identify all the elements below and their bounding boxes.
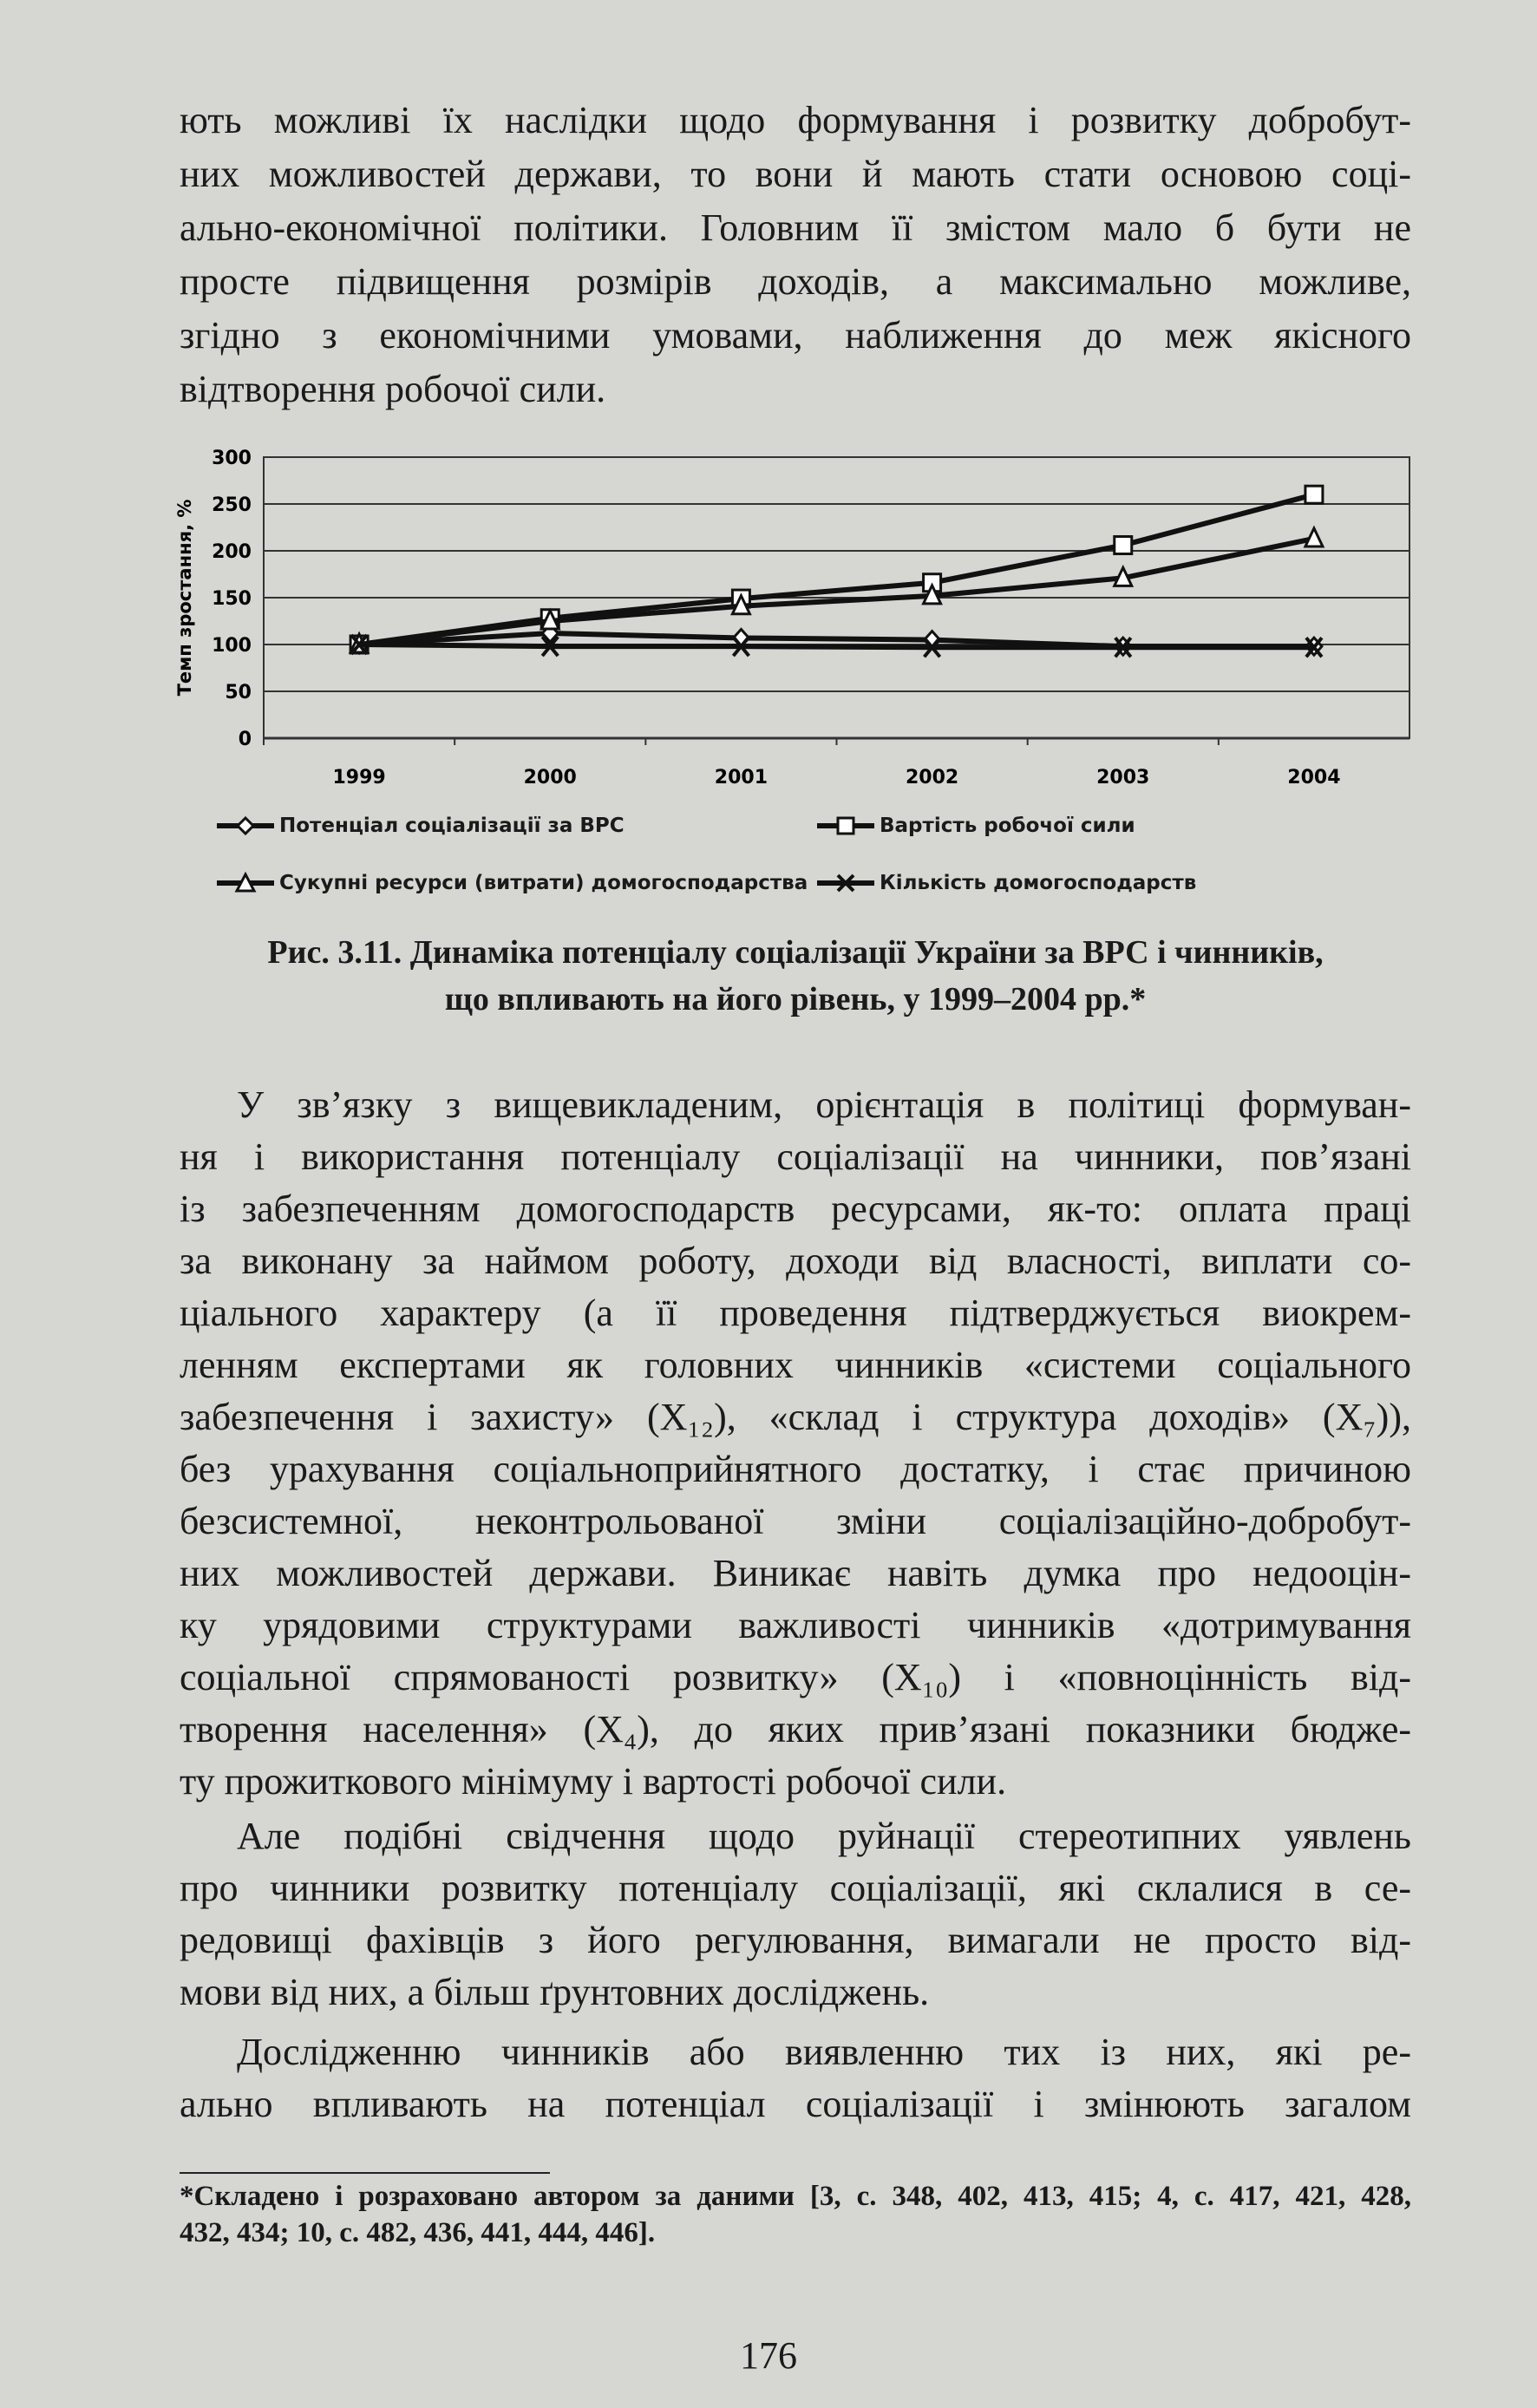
text-line: безсистемної, неконтрольованої зміни соціалізаційно-добробут-: [180, 1500, 1411, 1542]
data-point-square: [1305, 486, 1323, 503]
text-line: ально-економічної політики. Головним її змістом мало б бути не: [180, 206, 1411, 249]
footnote-line-1: *Складено і розраховано автором за даними [3, с. 348, 402, 413, 415; 4, с. 417, 421, 428,: [180, 2181, 1411, 2212]
paragraph-3: [180, 1810, 1411, 2019]
data-point-square: [1115, 537, 1132, 554]
text-line: них можливостей держави, то вони й мають стати основою соці-: [180, 153, 1411, 195]
text-line: відтворення робочої сили.: [180, 368, 606, 410]
paragraph-1: [180, 94, 1411, 416]
text-line: них можливостей держави. Виникає навіть думка про недооцін-: [180, 1552, 1411, 1594]
text-line: ціального характеру (а її проведення підтверджується виокрем-: [180, 1292, 1411, 1334]
text-line: соціальної спрямованості розвитку» (X₁₀) і «повноцінність від-: [180, 1656, 1411, 1698]
legend-label: Потенціал соціалізації за ВРС: [279, 815, 625, 837]
legend-label: Кількість домогосподарств: [880, 872, 1197, 894]
y-tick-label: 300: [212, 448, 252, 469]
y-axis-label: Темп зростання, %: [174, 499, 195, 697]
text-line: Дослідженню чинників або виявленню тих із них, які ре-: [237, 2031, 1411, 2073]
y-tick-label: 50: [225, 682, 252, 703]
text-line: без урахування соціальноприйнятного достатку, і стає причиною: [180, 1448, 1411, 1490]
text-line: редовищі фахівців з його регулювання, вимагали не просто від-: [180, 1919, 1411, 1961]
footnote-line-2: 432, 434; 10, с. 482, 436, 441, 444, 446].: [180, 2217, 656, 2248]
text-line: ня і використання потенціалу соціалізації на чинники, пов’язані: [180, 1135, 1411, 1178]
x-tick-label: 1999: [332, 767, 386, 788]
legend-label: Сукупні ресурси (витрати) домогосподарства: [279, 872, 808, 894]
figure-caption-line-1: [180, 933, 1411, 972]
text-line: просте підвищення розмірів доходів, а максимально можливе,: [180, 260, 1411, 303]
legend-item-potential: [215, 813, 625, 839]
text-line: творення населення» (X₄), до яких прив’язані показники бюдже-: [180, 1708, 1411, 1750]
text-line: ленням експертами як головних чинників «системи соціального: [180, 1344, 1411, 1386]
line-chart: [156, 434, 1423, 798]
paragraph-4: [180, 2026, 1411, 2130]
text-line: про чинники розвитку потенціалу соціалізації, які склалися в се-: [180, 1867, 1411, 1909]
text-line: У зв’язку з вищевикладеним, орієнтація в політиці формуван-: [237, 1083, 1411, 1126]
legend-triangle-icon: [215, 870, 276, 896]
paragraph-2: [180, 1079, 1411, 1808]
series-line-x: [359, 645, 1314, 647]
page-number: 176: [740, 2334, 797, 2377]
y-tick-label: 100: [212, 635, 252, 657]
footnote-divider: [180, 2172, 550, 2174]
x-tick-label: 2001: [714, 767, 768, 788]
text-line: із забезпеченням домогосподарств ресурсами, як-то: оплата праці: [180, 1188, 1411, 1230]
text-line: Але подібні свідчення щодо руйнації стереотипних уявлень: [237, 1815, 1411, 1857]
text-line: ту прожиткового мінімуму і вартості робочої сили.: [180, 1760, 1007, 1803]
legend-diamond-icon: [215, 813, 276, 839]
figure-caption-line-2: що впливають на його рівень, у 1999–2004 рр.*: [444, 981, 1147, 1018]
legend-square-icon: [815, 813, 876, 839]
legend-item-households: [815, 870, 1196, 896]
legend-x-icon: [815, 870, 876, 896]
text-line: забезпечення і захисту» (X₁₂), «склад і структура доходів» (X₇)),: [180, 1396, 1411, 1438]
y-tick-label: 150: [212, 588, 252, 610]
x-tick-label: 2004: [1287, 767, 1341, 788]
legend-item-labor-cost: [815, 813, 1135, 839]
y-tick-label: 200: [212, 541, 252, 563]
text-line: ально впливають на потенціал соціалізації і змінюють загалом: [180, 2083, 1411, 2125]
x-tick-label: 2003: [1096, 767, 1150, 788]
square-marker: [1115, 537, 1132, 554]
text-line: згідно з економічними умовами, наближення до меж якісного: [180, 314, 1411, 357]
text-line: за виконану за наймом роботу, доходи від власності, виплати со-: [180, 1240, 1411, 1282]
square-marker: [1305, 486, 1323, 503]
legend-label: Вартість робочої сили: [880, 815, 1135, 837]
caption-text: Динаміка потенціалу соціалізації України за ВРС і чинників,: [402, 934, 1324, 971]
x-tick-label: 2000: [523, 767, 577, 788]
figure-label: Рис. 3.11.: [267, 934, 402, 971]
text-line: мови від них, а більш ґрунтовних досліджень.: [180, 1971, 930, 2013]
y-tick-label: 0: [238, 729, 252, 750]
y-tick-label: 250: [212, 494, 252, 516]
x-tick-label: 2002: [905, 767, 959, 788]
text-line: ють можливі їх наслідки щодо формування і розвитку добробут-: [180, 99, 1411, 141]
text-line: ку урядовими структурами важливості чинників «дотримування: [180, 1604, 1411, 1646]
legend-item-resources: [215, 870, 808, 896]
